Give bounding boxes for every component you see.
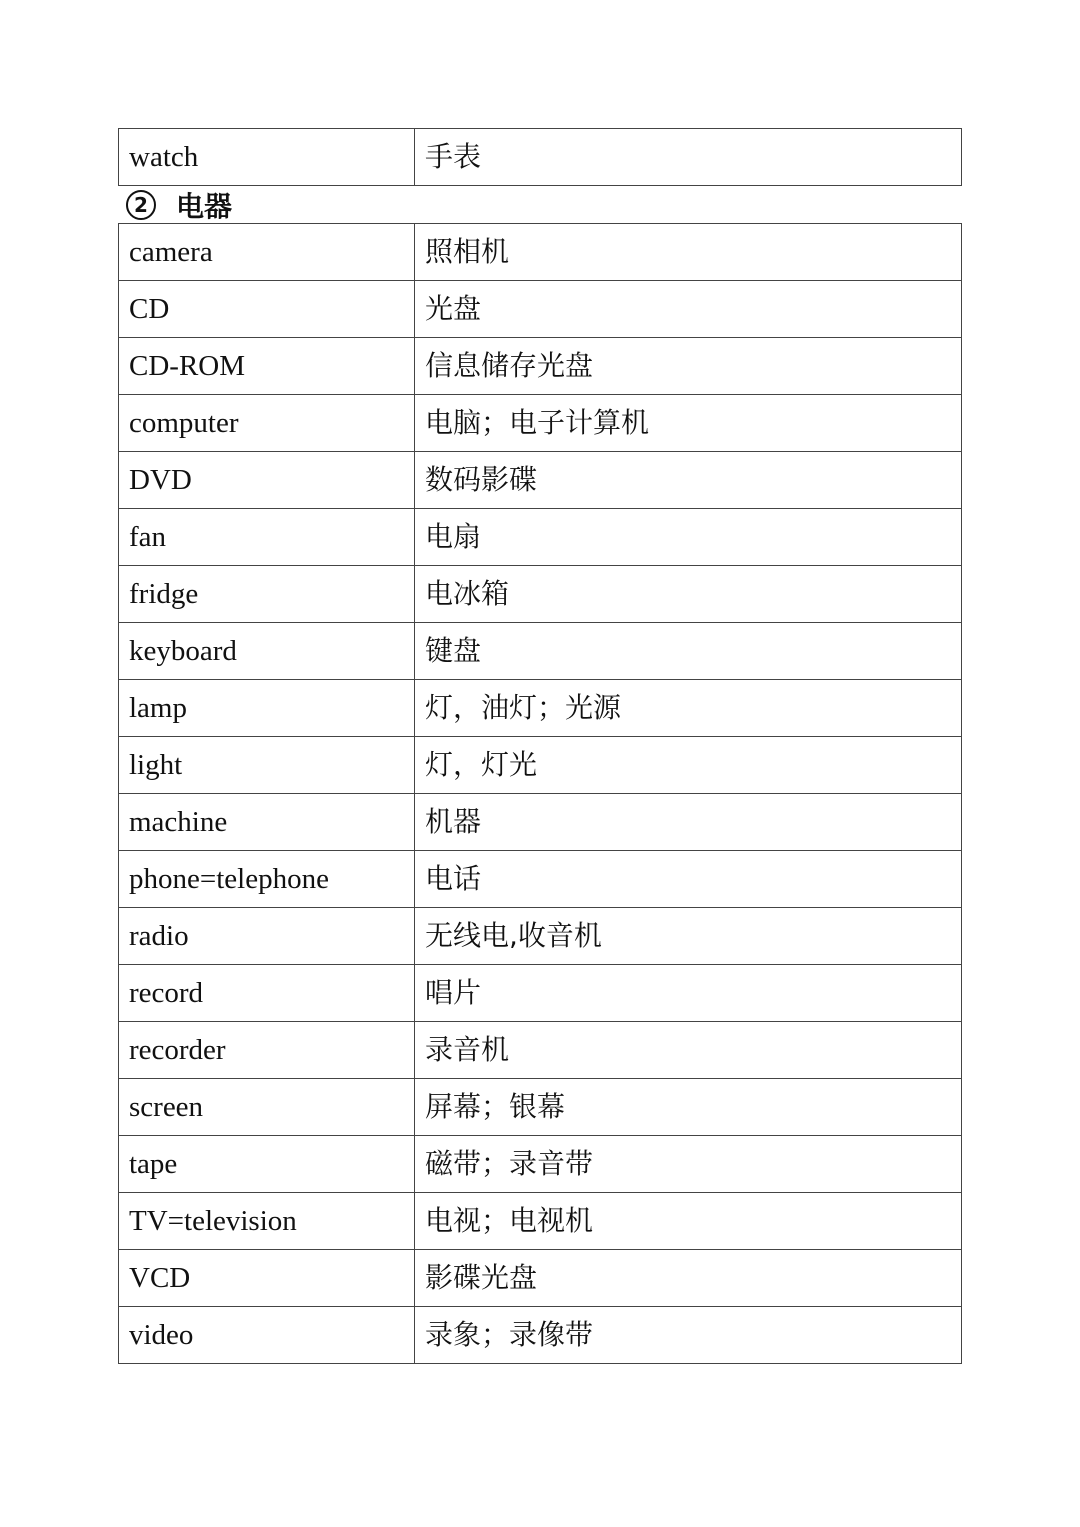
english-word: light [119, 737, 415, 794]
table-row [119, 452, 962, 509]
chinese-meaning: 数码影碟 [415, 452, 962, 509]
chinese-meaning: 灯，油灯；光源 [415, 680, 962, 737]
english-word: keyboard [119, 623, 415, 680]
chinese-meaning: 信息储存光盘 [415, 338, 962, 395]
vocab-table-top [118, 128, 962, 186]
section-title: 电器 [176, 190, 233, 223]
chinese-meaning: 光盘 [415, 281, 962, 338]
english-word: lamp [119, 680, 415, 737]
english-word: CD-ROM [119, 338, 415, 395]
english-word: TV=television [119, 1193, 415, 1250]
english-word: DVD [119, 452, 415, 509]
english-word: fan [119, 509, 415, 566]
table-row [119, 794, 962, 851]
vocab-table-appliances [118, 223, 962, 1364]
english-word: record [119, 965, 415, 1022]
english-word: screen [119, 1079, 415, 1136]
table-row [119, 623, 962, 680]
english-word: recorder [119, 1022, 415, 1079]
table-row [119, 908, 962, 965]
chinese-meaning: 磁带；录音带 [415, 1136, 962, 1193]
section-number-badge: 2 [126, 190, 156, 220]
chinese-meaning: 录象；录像带 [415, 1307, 962, 1364]
chinese-meaning: 电脑；电子计算机 [415, 395, 962, 452]
chinese-meaning: 唱片 [415, 965, 962, 1022]
english-word: machine [119, 794, 415, 851]
table-row [119, 1022, 962, 1079]
english-word: video [119, 1307, 415, 1364]
chinese-meaning: 灯，灯光 [415, 737, 962, 794]
english-word: CD [119, 281, 415, 338]
table-row [119, 680, 962, 737]
table-row [119, 1307, 962, 1364]
chinese-meaning: 电扇 [415, 509, 962, 566]
english-word: VCD [119, 1250, 415, 1307]
table-row [119, 965, 962, 1022]
chinese-meaning: 电话 [415, 851, 962, 908]
table-row [119, 395, 962, 452]
chinese-meaning: 屏幕；银幕 [415, 1079, 962, 1136]
chinese-meaning: 无线电,收音机 [415, 908, 962, 965]
table-row [119, 1193, 962, 1250]
english-word: fridge [119, 566, 415, 623]
english-word: tape [119, 1136, 415, 1193]
table-row [119, 129, 962, 186]
chinese-meaning: 录音机 [415, 1022, 962, 1079]
table-row [119, 224, 962, 281]
chinese-meaning: 电冰箱 [415, 566, 962, 623]
english-word: phone=telephone [119, 851, 415, 908]
table-row [119, 566, 962, 623]
english-word: camera [119, 224, 415, 281]
section-heading [126, 186, 232, 224]
table-row [119, 1079, 962, 1136]
english-word: radio [119, 908, 415, 965]
table-row [119, 851, 962, 908]
english-word: computer [119, 395, 415, 452]
table-row [119, 281, 962, 338]
table-row [119, 338, 962, 395]
table-row [119, 737, 962, 794]
table-row [119, 509, 962, 566]
table-row [119, 1136, 962, 1193]
chinese-meaning: 照相机 [415, 224, 962, 281]
table-row [119, 1250, 962, 1307]
chinese-meaning: 手表 [415, 129, 962, 186]
chinese-meaning: 机器 [415, 794, 962, 851]
chinese-meaning: 键盘 [415, 623, 962, 680]
english-word: watch [119, 129, 415, 186]
chinese-meaning: 电视；电视机 [415, 1193, 962, 1250]
chinese-meaning: 影碟光盘 [415, 1250, 962, 1307]
